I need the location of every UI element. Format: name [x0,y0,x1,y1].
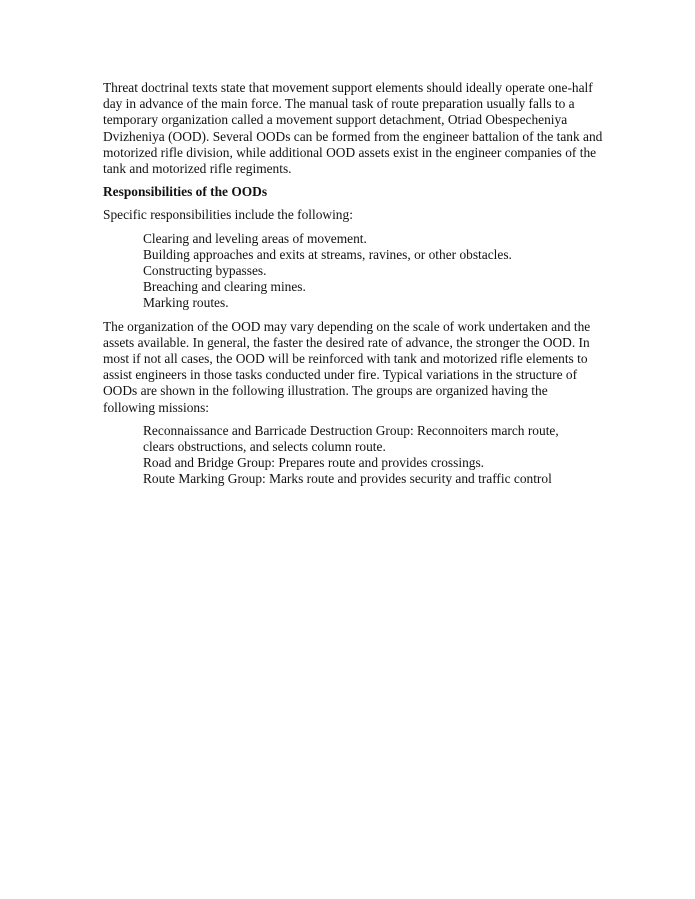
list-item: Marking routes. [143,295,229,311]
list-item: Route Marking Group: Marks route and provides security and traffic control [143,471,552,487]
list-item: Reconnaissance and Barricade Destruction Group: Reconnoiters march route, clears obstructions, and selects column route. [143,422,559,455]
section-heading: Responsibilities of the OODs [103,184,268,200]
missions-list [143,423,583,488]
list-item: Building approaches and exits at streams, ravines, or other obstacles. [143,246,512,262]
document-body [103,80,603,488]
list-item: Breaching and clearing mines. [143,279,306,295]
intro-paragraph: Threat doctrinal texts state that movement support elements should ideally operate one-half day in advance of the main force. The manual task of route preparation usually falls to a temporary organization called a movement support detachment, Otriad Obespecheniya Dvizheniya (OOD). Several OODs can be formed from the engineer battalion of the tank and motorized rifle division, while additional OOD assets exist in the engineer companies of the tank and motorized rifle regiments. [103,80,603,177]
responsibilities-list [143,231,603,312]
list-item: Constructing bypasses. [143,263,267,279]
responsibilities-intro: Specific responsibilities include the following: [103,207,353,223]
list-item: Clearing and leveling areas of movement. [143,230,367,246]
list-item: Road and Bridge Group: Prepares route and provides crossings. [143,455,485,471]
organization-paragraph: The organization of the OOD may vary depending on the scale of work undertaken and the assets available. In general, the faster the desired rate of advance, the stronger the OOD. In most if not all cases, the OOD will be reinforced with tank and motorized rifle elements to assist engineers in those tasks conducted under fire. Typical variations in the structure of OODs are shown in the following illustration. The groups are organized having the following missions: [103,318,591,415]
